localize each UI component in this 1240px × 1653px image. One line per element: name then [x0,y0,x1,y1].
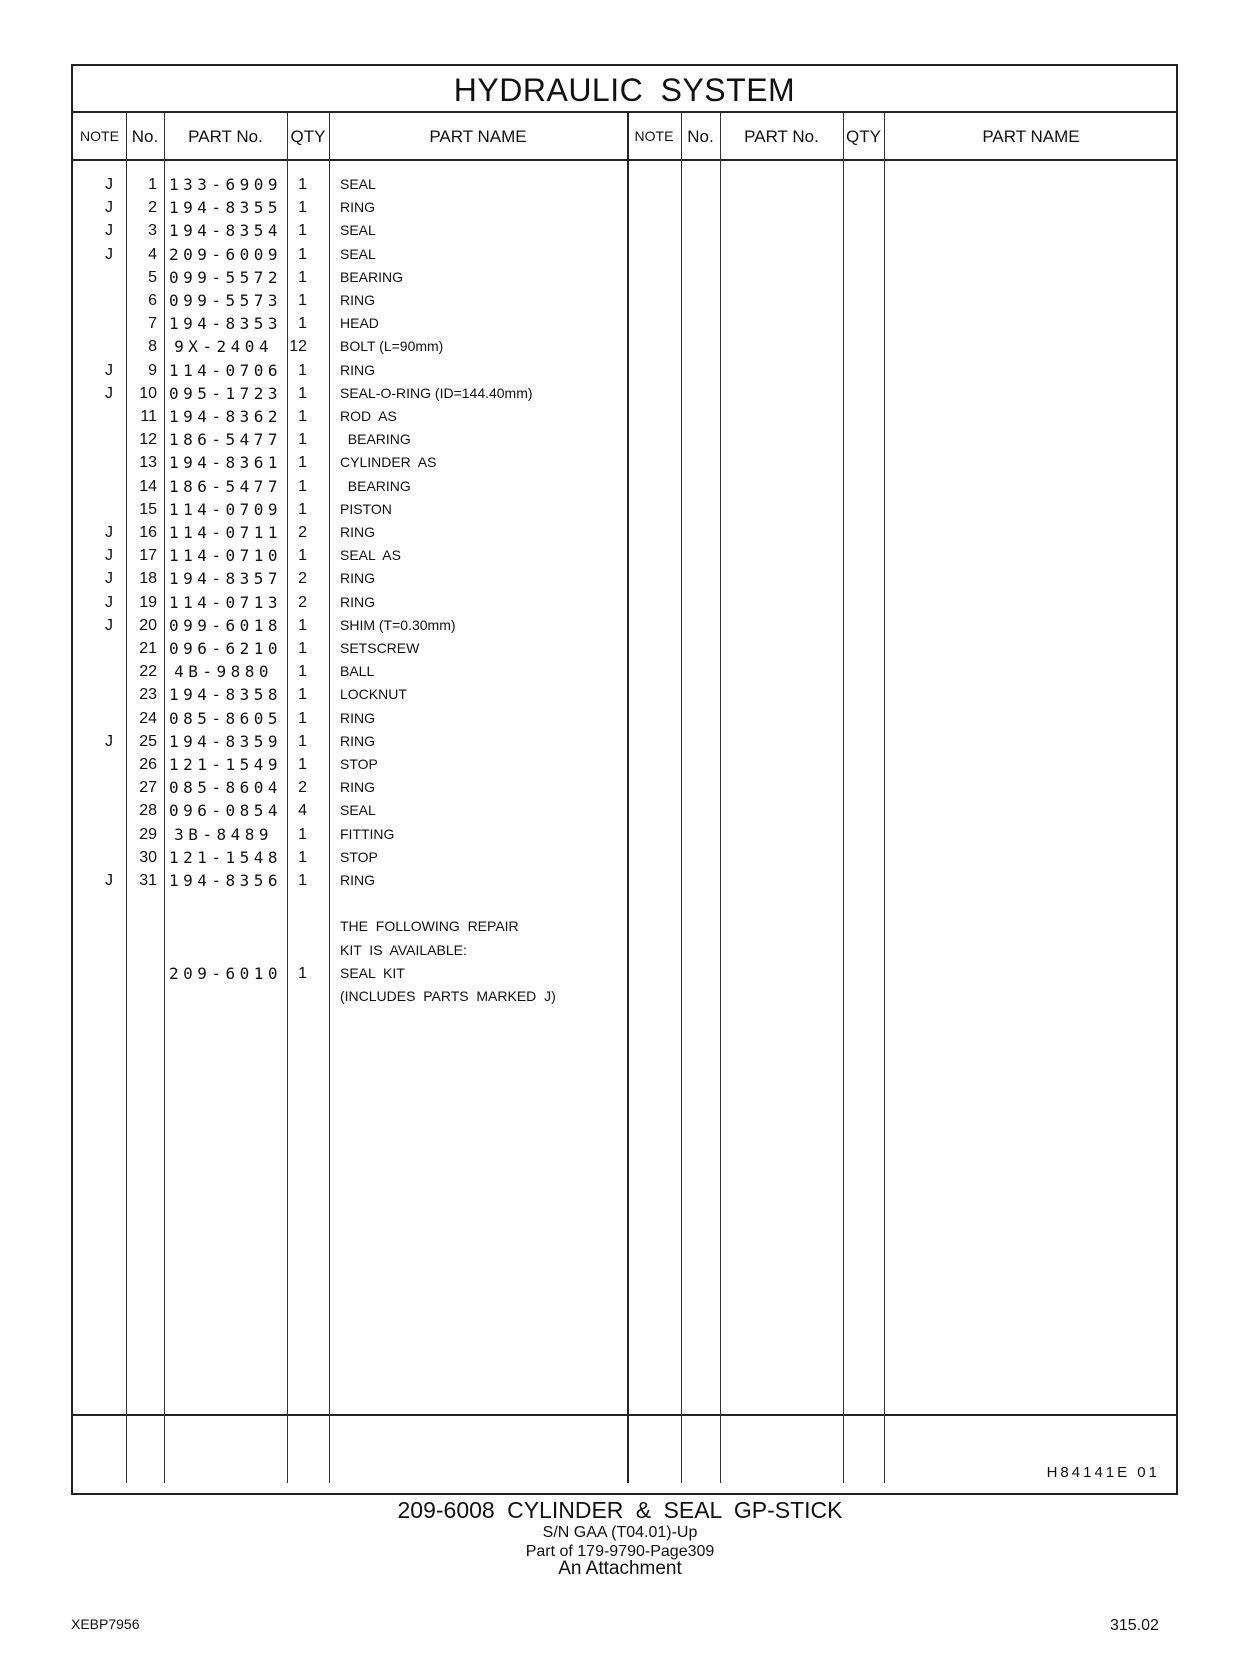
part-name-cell: RING [340,199,375,216]
part-number-cell: 133-6909 [169,175,283,194]
part-name-cell: SEAL AS [340,547,401,564]
quantity-cell: 1 [298,245,307,263]
item-number-cell: 14 [139,477,157,495]
table-row [73,660,1176,683]
part-number-cell: 194-8353 [169,314,283,334]
header-qty: QTY [290,127,326,146]
part-number-cell: 209-6010 [169,963,283,983]
document-id: XEBP7956 [71,1616,140,1632]
quantity-cell: 1 [298,872,307,889]
part-number-cell: 114-0706 [169,360,283,380]
serial-range: S/N GAA (T04.01)-Up [542,1524,698,1541]
table-row [73,544,1176,567]
part-number-cell: 194-8355 [169,198,283,218]
table-row [73,359,1176,382]
quantity-cell: 2 [298,593,307,611]
note-cell: J [105,872,113,889]
part-name-cell: RING [340,732,375,749]
header-qty-right: QTY [846,127,881,146]
quantity-cell: 1 [298,268,307,286]
part-name-cell: FITTING [340,825,395,842]
table-row [73,382,1176,405]
part-name-cell: BEARING [340,477,411,494]
part-name-cell: KIT IS AVAILABLE: [340,941,467,958]
quantity-cell: 1 [298,756,307,773]
item-number-cell: 30 [139,848,157,866]
part-number-cell: 099-5573 [169,291,283,310]
quantity-cell: 1 [298,732,307,750]
item-number-cell: 27 [139,779,157,797]
item-number-cell: 8 [148,338,157,356]
part-name-cell: SEAL [340,176,376,192]
table-row [73,776,1176,799]
note-cell: J [105,616,113,634]
table-row [73,730,1176,753]
part-name-cell: RING [340,872,375,888]
part-number-cell: 114-0710 [169,546,283,566]
part-number-cell: 4B-9880 [174,662,273,682]
quantity-cell: 1 [298,315,307,333]
part-name-cell: BEARING [340,268,404,285]
header-part-name-right: PART NAME [982,127,1080,146]
item-number-cell: 9 [148,361,157,379]
note-cell: J [105,361,113,379]
item-number-cell: 19 [139,593,157,611]
part-number-cell: 096-6210 [169,639,283,658]
part-name-cell: SEAL [340,802,376,819]
item-number-cell: 21 [139,640,157,657]
part-number-cell: 194-8361 [169,453,283,473]
quantity-cell: 1 [298,454,307,472]
part-number-cell: 3B-8489 [174,824,273,844]
part-name-cell: HEAD [340,315,379,332]
part-name-cell: RING [340,361,375,378]
quantity-cell: 1 [298,176,307,193]
part-number-cell: 096-0854 [169,801,283,821]
item-number-cell: 1 [148,176,157,193]
note-cell: J [105,245,113,263]
item-number-cell: 23 [139,686,157,704]
part-number-cell: 194-8357 [169,569,283,589]
note-cell: J [105,570,113,588]
parts-list-frame [71,64,1178,1495]
quantity-cell: 2 [298,779,307,797]
header-part-no: PART No. [188,127,263,146]
table-row [73,846,1176,869]
quantity-cell: 1 [298,361,307,379]
item-number-cell: 29 [139,825,157,843]
item-number-cell: 18 [139,570,157,588]
part-name-cell: BEARING [340,431,411,448]
item-number-cell: 25 [139,732,157,750]
table-row [73,799,1176,822]
table-row [73,823,1176,846]
part-number-cell: 099-5572 [169,267,283,287]
table-row [73,289,1176,312]
item-number-cell: 20 [139,616,157,634]
item-number-cell: 3 [148,222,157,240]
table-row [73,985,1176,1008]
part-number-cell: 121-1549 [169,755,283,774]
quantity-cell: 1 [298,408,307,425]
table-row [73,869,1176,892]
part-number-cell: 121-1548 [169,847,283,867]
attachment-note: An Attachment [558,1558,682,1579]
part-name-cell: (INCLUDES PARTS MARKED J) [340,988,556,1004]
page-number: 315.02 [1110,1617,1159,1634]
part-name-cell: RING [340,779,375,796]
part-number-cell: 085-8604 [169,778,283,798]
quantity-cell: 4 [298,802,307,820]
table-row [73,614,1176,637]
header-no: No. [131,127,159,146]
header-part-name: PART NAME [429,127,527,146]
note-cell: J [105,524,113,541]
item-number-cell: 22 [139,663,157,681]
quantity-cell: 1 [298,500,307,518]
page-title: HYDRAULIC SYSTEM [453,72,796,108]
part-number-cell: 194-8359 [169,731,283,751]
quantity-cell: 1 [298,292,307,309]
table-row [73,243,1176,266]
table-row [73,707,1176,730]
item-number-cell: 17 [139,547,157,565]
note-cell: J [105,732,113,750]
part-name-cell: RING [340,570,375,587]
note-cell: J [105,593,113,611]
part-number-cell: 114-0711 [169,523,283,542]
table-row [73,591,1176,614]
table-row [73,428,1176,451]
table-row [73,335,1176,358]
header-note: NOTE [80,128,119,144]
part-name-cell: SEAL [340,222,376,239]
table-row [73,451,1176,474]
item-number-cell: 13 [139,454,157,472]
part-name-cell: BOLT (L=90mm) [340,338,444,355]
part-name-cell: ROD AS [340,408,397,424]
header-part-no-right: PART No. [744,127,819,146]
part-number-cell: 099-6018 [169,615,283,635]
table-row [73,892,1176,915]
item-number-cell: 26 [139,756,157,773]
table-row [73,266,1176,289]
table-row [73,939,1176,962]
quantity-cell: 1 [298,431,307,449]
part-number-cell: 9X-2404 [174,337,273,357]
part-name-cell: SHIM (T=0.30mm) [340,616,456,633]
part-name-cell: STOP [340,756,378,772]
table-row [73,753,1176,776]
table-row [73,405,1176,428]
quantity-cell: 2 [298,570,307,588]
part-name-cell: SEAL-O-RING (ID=144.40mm) [340,384,533,401]
part-name-cell: RING [340,709,375,726]
part-number-cell: 186-5477 [169,430,283,450]
table-row [73,567,1176,590]
footer-divider [73,1414,1176,1416]
part-name-cell: SEAL [340,245,376,262]
note-cell: J [105,199,113,217]
note-cell: J [105,384,113,402]
quantity-cell: 1 [298,640,307,657]
table-row [73,219,1176,242]
part-number-cell: 095-1723 [169,383,283,403]
part-number-cell: 186-5477 [169,476,283,496]
quantity-cell: 1 [298,709,307,727]
header-note-right: NOTE [634,128,674,144]
quantity-cell: 1 [298,848,307,866]
part-name-cell: SEAL KIT [340,964,405,981]
table-row [73,173,1176,196]
item-number-cell: 6 [148,292,157,309]
part-number-cell: 194-8354 [169,221,283,241]
quantity-cell: 1 [298,222,307,240]
table-row [73,962,1176,985]
quantity-cell: 1 [298,663,307,681]
part-name-cell: LOCKNUT [340,686,407,703]
group-title: 209-6008 CYLINDER & SEAL GP-STICK [397,1497,843,1523]
item-number-cell: 12 [139,431,157,449]
quantity-cell: 12 [289,338,307,356]
item-number-cell: 24 [139,709,157,727]
part-name-cell: PISTON [340,500,392,517]
item-number-cell: 11 [140,408,157,425]
part-number-cell: 194-8356 [169,871,283,890]
quantity-cell: 1 [298,964,307,982]
table-row [73,637,1176,660]
part-name-cell: RING [340,524,375,540]
item-number-cell: 15 [139,500,157,518]
item-number-cell: 2 [148,199,157,217]
note-cell: J [105,176,113,193]
part-number-cell: 209-6009 [169,244,283,264]
part-name-cell: CYLINDER AS [340,454,437,471]
part-number-cell: 114-0713 [169,592,283,612]
table-row [73,498,1176,521]
illustration-code: H84141E 01 [1046,1464,1160,1481]
part-number-cell: 194-8358 [169,685,283,705]
quantity-cell: 1 [298,547,307,565]
quantity-cell: 1 [298,199,307,217]
quantity-cell: 1 [298,384,307,402]
quantity-cell: 2 [298,524,307,541]
part-number-cell: 194-8362 [169,407,283,426]
part-name-cell: THE FOLLOWING REPAIR [340,918,519,935]
header-no-right: No. [687,127,714,146]
part-name-cell: RING [340,593,375,610]
item-number-cell: 31 [139,872,157,889]
item-number-cell: 16 [139,524,157,541]
part-number-cell: 085-8605 [169,708,283,728]
part-name-cell: RING [340,292,375,308]
part-number-cell: 114-0709 [169,499,283,519]
table-row [73,683,1176,706]
table-row [73,475,1176,498]
table-row [73,312,1176,335]
item-number-cell: 7 [148,315,157,333]
quantity-cell: 1 [298,825,307,843]
item-number-cell: 28 [139,802,157,820]
item-number-cell: 10 [139,384,157,402]
part-name-cell: SETSCREW [340,640,420,656]
quantity-cell: 1 [298,477,307,495]
note-cell: J [105,547,113,565]
note-cell: J [105,222,113,240]
item-number-cell: 5 [148,268,157,286]
quantity-cell: 1 [298,616,307,634]
part-name-cell: STOP [340,848,378,865]
table-row [73,521,1176,544]
table-row [73,915,1176,938]
part-name-cell: BALL [340,663,375,680]
quantity-cell: 1 [298,686,307,704]
parent-reference: Part of 179-9790-Page309 [525,1543,715,1560]
item-number-cell: 4 [148,245,157,263]
table-row [73,196,1176,219]
